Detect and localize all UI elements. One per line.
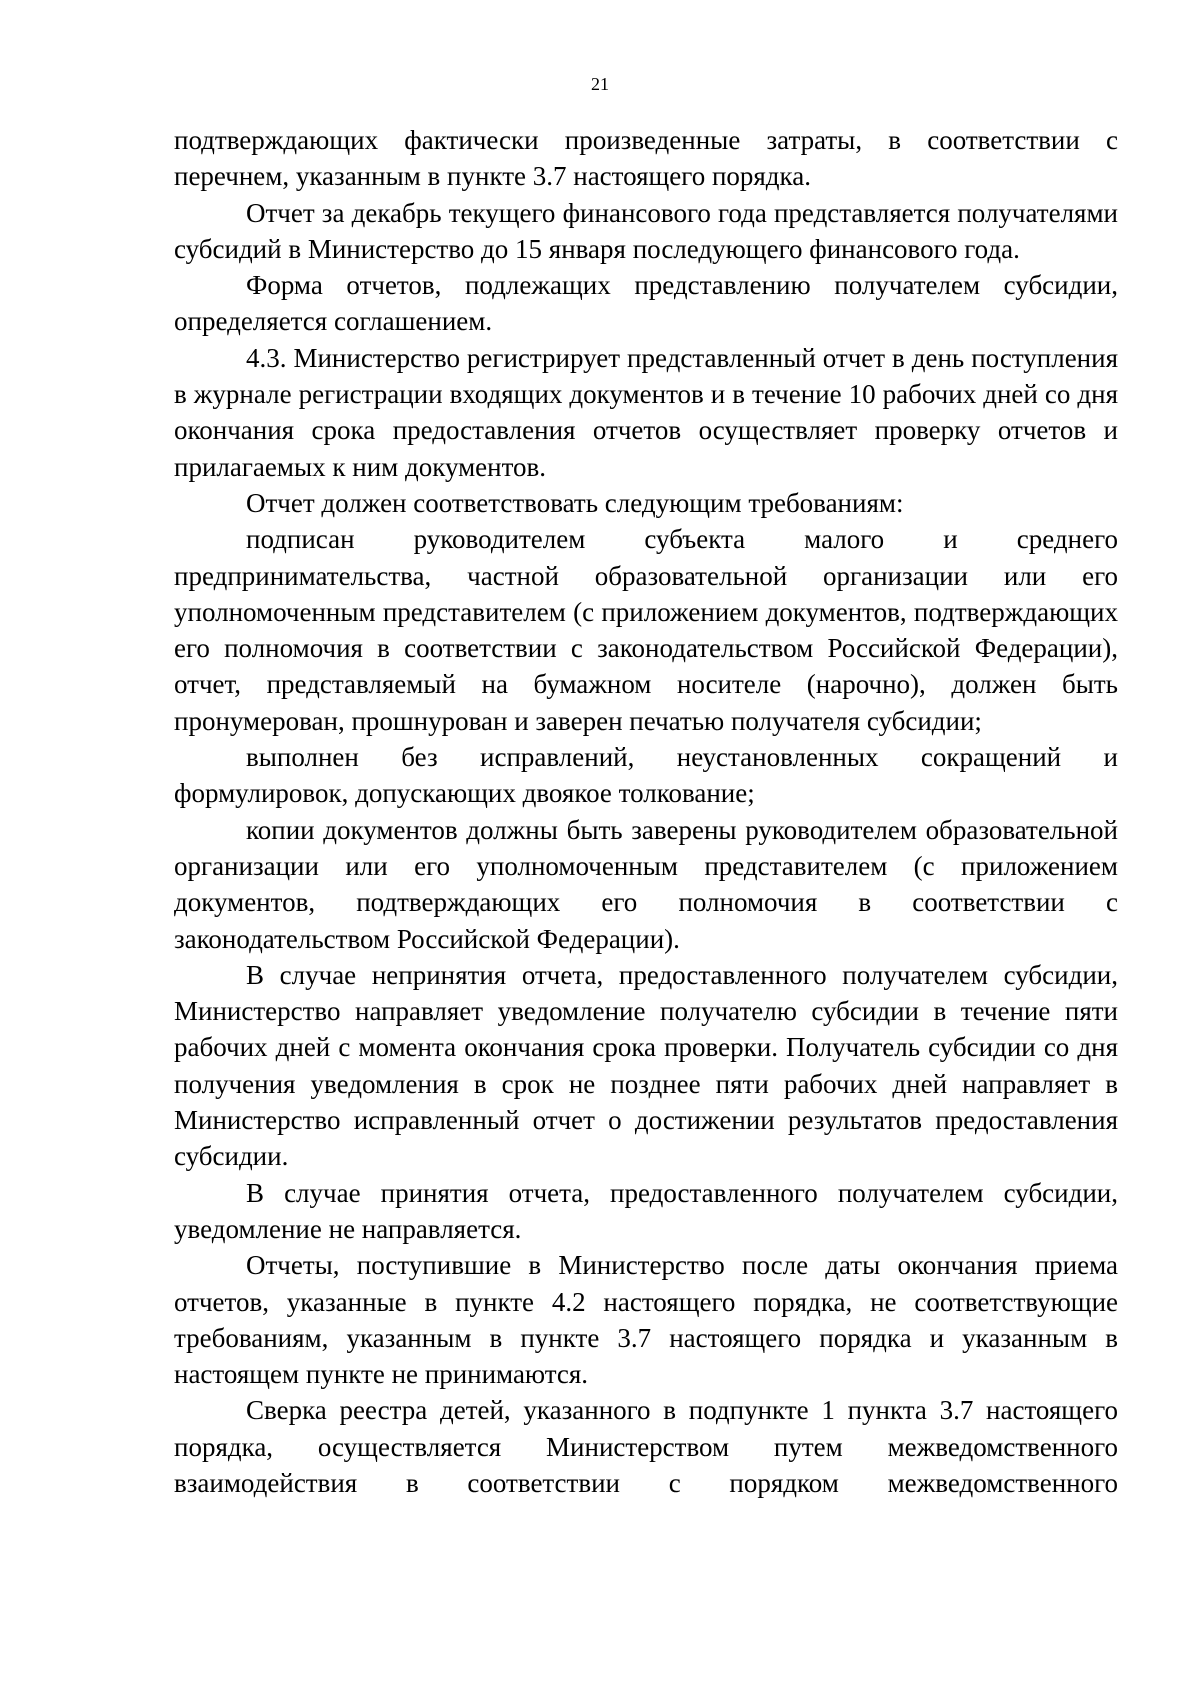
paragraph-continuation: подтверждающих фактически произведенные затраты, в соответствии с перечнем, указанным в пункте 3.7 настоящего порядка. [174,125,1118,192]
paragraph-registry-check: Сверка реестра детей, указанного в подпункте 1 пункта 3.7 настоящего порядка, осуществляется Министерством путем межведомственного взаимодействия в соответствии с порядком межведомственного [174,1395,1118,1498]
paragraph-clause-4-3: 4.3. Министерство регистрирует представленный отчет в день поступления в журнале регистрации входящих документов и в течение 10 рабочих дней со дня окончания срока предоставления отчетов осуществляет проверку отчетов и прилагаемых к ним документов. [174,342,1118,482]
paragraph-requirement-signed: подписан руководителем субъекта малого и среднего предпринимательства, частной образовательной организации или его уполномоченным представителем (с приложением документов, подтверждающих его полномочия в соответствии с законодательством Российской Федерации), отчет, представляемый на бумажном носителе (нарочно), должен быть пронумерован, прошнурован и заверен печатью получателя субсидии; [174,524,1118,736]
paragraph-requirement-no-corrections: выполнен без исправлений, неустановленных сокращений и формулировок, допускающих двоякое толкование; [174,742,1118,809]
paragraph-december-report: Отчет за декабрь текущего финансового года представляется получателями субсидий в Министерство до 15 января последующего финансового года. [174,197,1118,264]
paragraph-acceptance: В случае принятия отчета, предоставленного получателем субсидии, уведомление не направляется. [174,1177,1118,1244]
paragraph-requirements-intro: Отчет должен соответствовать следующим требованиям: [246,487,904,518]
paragraph-report-form: Форма отчетов, подлежащих представлению получателем субсидии, определяется соглашением. [174,270,1118,337]
paragraph-requirement-copies: копии документов должны быть заверены руководителем образовательной организации или его уполномоченным представителем (с приложением документов, подтверждающих его полномочия в соответствии с законодательством Российской Федерации). [174,814,1118,954]
page-number: 21 [591,74,609,94]
paragraph-rejection: В случае непринятия отчета, предоставленного получателем субсидии, Министерство направляет уведомление получателю субсидии в течение пяти рабочих дней с момента окончания срока проверки. Получатель субсидии со дня получения уведомления в срок не позднее пяти рабочих дней направляет в Министерство исправленный отчет о достижении результатов предоставления субсидии. [174,959,1118,1172]
paragraph-late-reports: Отчеты, поступившие в Министерство после даты окончания приема отчетов, указанные в пункте 4.2 настоящего порядка, не соответствующие требованиям, указанным в пункте 3.7 настоящего порядка и указанным в настоящем пункте не принимаются. [174,1250,1118,1390]
document-body [174,122,1118,1501]
